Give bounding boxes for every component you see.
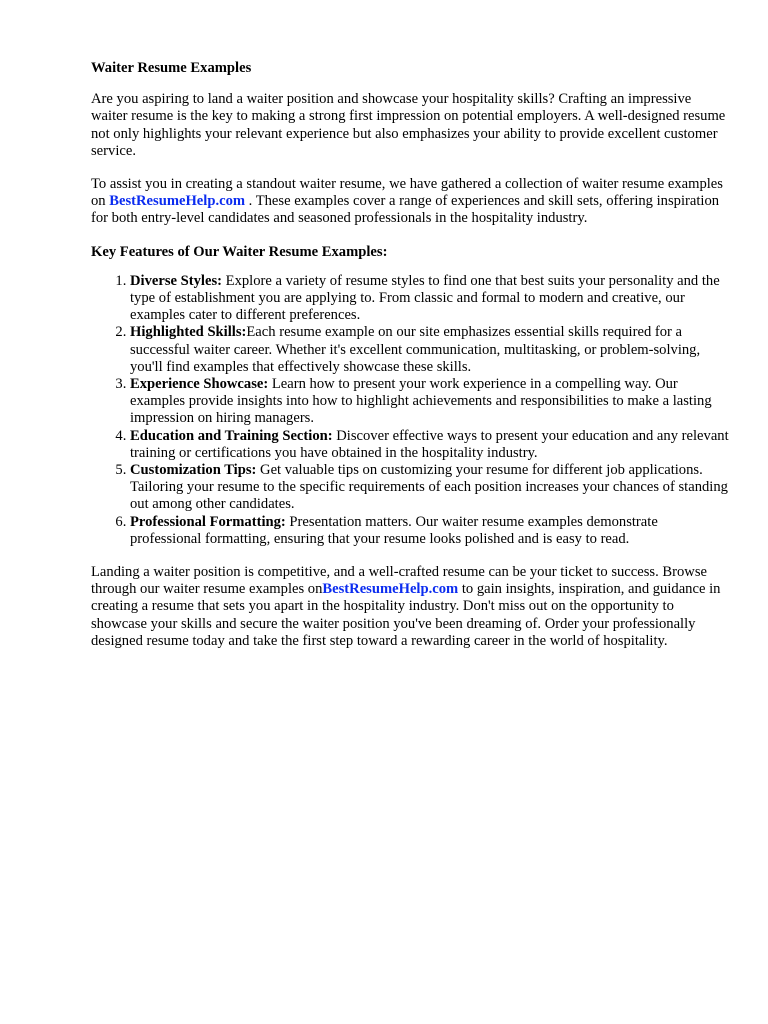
feature-name: Customization Tips: (130, 462, 257, 479)
feature-name: Diverse Styles: (130, 272, 222, 289)
feature-item-customization-tips (130, 462, 731, 514)
intro-paragraph: Are you aspiring to land a waiter position and showcase your hospitality skills? Crafting an impressive waiter resume is the key to making a strong first impression on potential employers. A well-designed resume not only highlights your relevant experience but also emphasizes your ability to provide excellent customer service. (91, 91, 726, 159)
bestresumehelp-link[interactable]: BestResumeHelp.com (322, 581, 459, 598)
feature-text: Learn how to present your work experience in a compelling way. Our examples provide insights into how to highlight achievements and responsibilities to make a lasting impression on hiring managers. (130, 376, 712, 427)
document-page (91, 60, 731, 666)
feature-item-diverse-styles (130, 273, 731, 325)
feature-name: Education and Training Section: (130, 427, 333, 444)
feature-item-highlighted-skills (130, 324, 731, 376)
feature-text: Presentation matters. Our waiter resume examples demonstrate professional formatting, ensuring that your resume looks polished and is easy to read. (130, 513, 658, 547)
feature-text: Get valuable tips on customizing your resume for different job applications. Tailoring your resume to the specific requirements of each position increases your chances of standing out among other candidates. (130, 462, 728, 513)
feature-text: Discover effective ways to present your education and any relevant training or certifications you have obtained in the hospitality industry. (130, 427, 729, 461)
closing-paragraph (91, 564, 731, 650)
feature-name: Professional Formatting: (130, 513, 286, 530)
feature-name: Experience Showcase: (130, 376, 269, 393)
collection-text-before: To assist you in creating a standout waiter resume, we have gathered a collection of waiter resume examples on (91, 176, 723, 210)
collection-paragraph (91, 176, 731, 228)
feature-text: Explore a variety of resume styles to find one that best suits your personality and the type of establishment you are applying to. From classic and formal to modern and creative, our examples cater to different preferences. (130, 272, 720, 324)
closing-text-after: to gain insights, inspiration, and guidance in creating a resume that sets you apart in the hospitality industry. Don't miss out on the opportunity to showcase your skills and secure the waiter position you've been dreaming of. Order your professionally designed resume today and take the first step toward a rewarding career in the world of hospitality. (91, 581, 721, 649)
closing-text-before: Landing a waiter position is competitive, and a well-crafted resume can be your ticket to success. Browse through our waiter resume examples on (91, 564, 707, 598)
features-list (91, 273, 731, 548)
feature-name: Highlighted Skills: (130, 324, 247, 341)
feature-text: Each resume example on our site emphasizes essential skills required for a successful waiter career. Whether it's excellent communication, multitasking, or problem-solving, you'll find examples that effectively showcase these skills. (130, 324, 701, 375)
feature-item-professional-formatting (130, 514, 731, 548)
bestresumehelp-link[interactable]: BestResumeHelp.com (109, 193, 246, 210)
page-title: Waiter Resume Examples (91, 60, 252, 76)
collection-text-after: . These examples cover a range of experiences and skill sets, offering inspiration for both entry-level candidates and seasoned professionals in the hospitality industry. (91, 193, 720, 227)
feature-item-education-training (130, 428, 731, 462)
features-heading: Key Features of Our Waiter Resume Examples: (91, 243, 388, 260)
feature-item-experience-showcase (130, 376, 731, 428)
